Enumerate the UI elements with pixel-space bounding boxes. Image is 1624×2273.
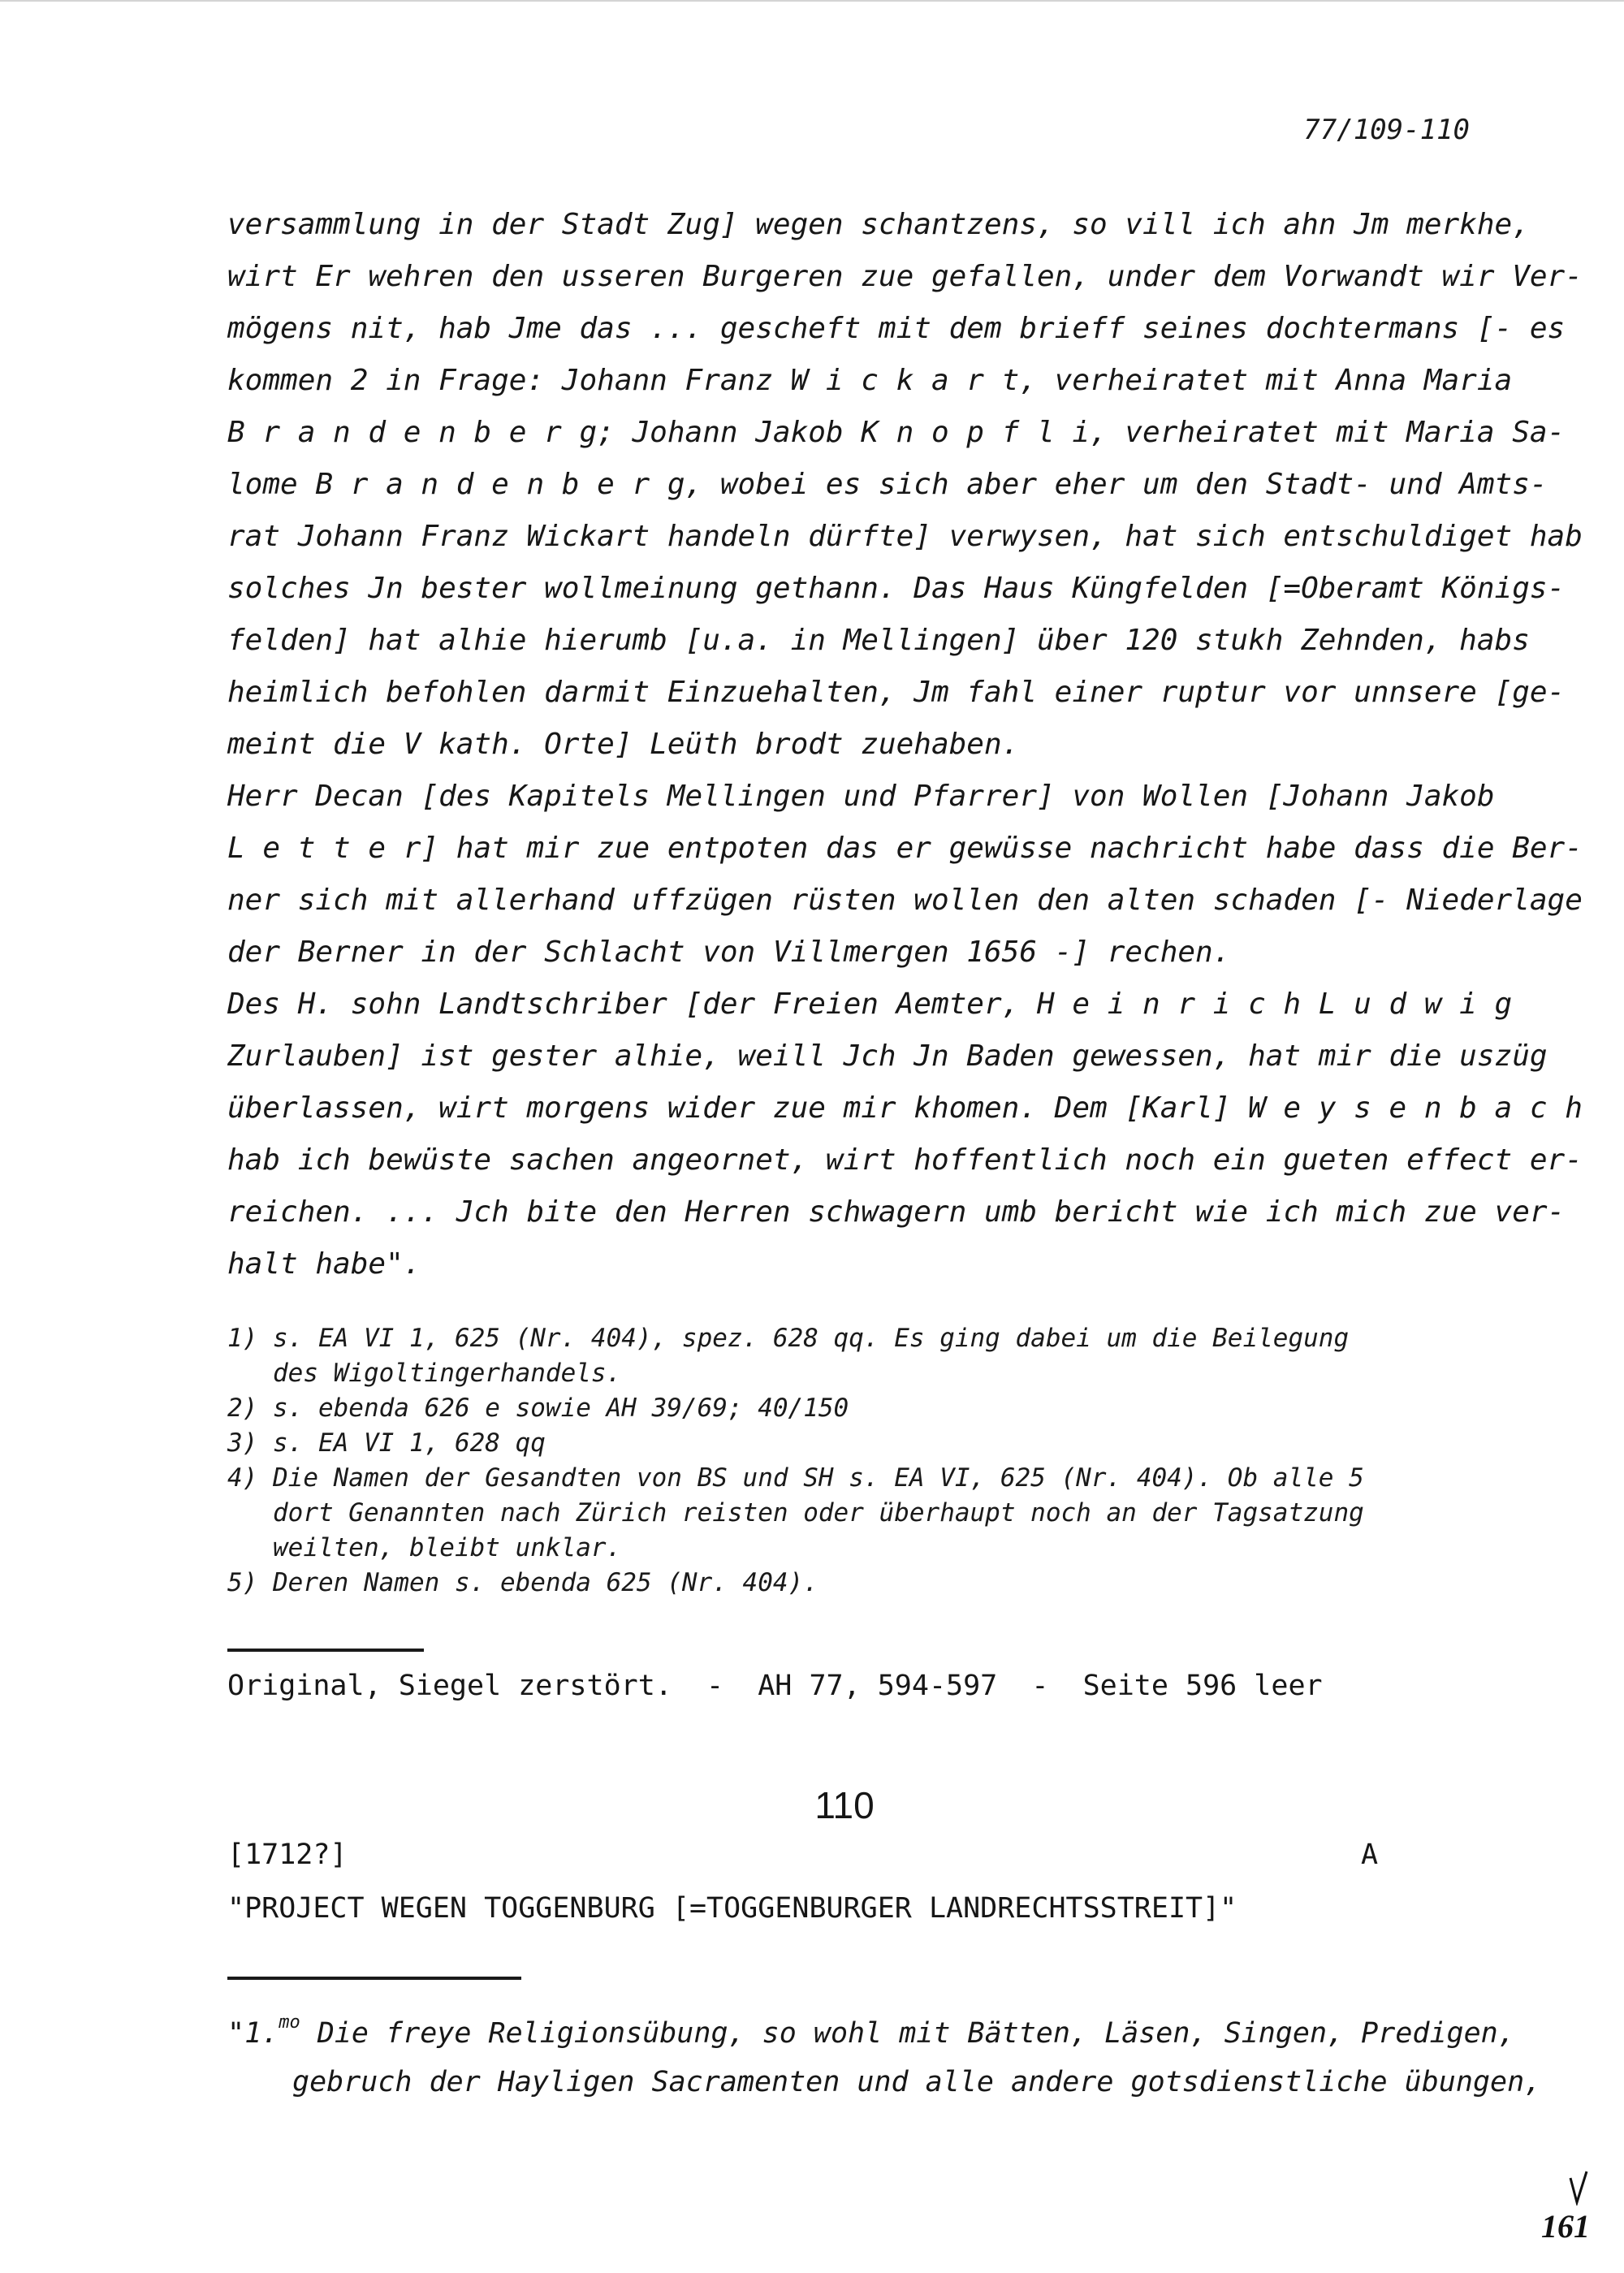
text-line: Herr Decan [des Kapitels Mellingen und Pfarrer] von Wollen [Johann Jakob (227, 780, 1495, 813)
footnote: 3) s. EA VI 1, 628 qq (227, 1428, 546, 1458)
separator-rule (227, 1977, 521, 1980)
text-line: solches Jn bester wollmeinung gethann. Das Haus Küngfelden [=Oberamt Königs- (227, 572, 1566, 605)
document-number: 110 (814, 1784, 875, 1826)
text-line: Des H. sohn Landtschriber [der Freien Aemter, H e i n r i c h L u d w i g (227, 987, 1513, 1021)
text-line: versammlung in der Stadt Zug] wegen schantzens, so vill ich ahn Jm merkhe, (227, 208, 1530, 241)
footnote: 2) s. ebenda 626 e sowie AH 39/69; 40/150 (227, 1394, 849, 1423)
footnote: dort Genannten nach Zürich reisten oder überhaupt noch an der Tagsatzung (227, 1498, 1364, 1528)
item-number: "1. (227, 2017, 279, 2050)
body-line (227, 2012, 1515, 2050)
body-text: Die freye Religionsübung, so wohl mit Bätten, Läsen, Singen, Predigen, (300, 2017, 1515, 2050)
footnote: des Wigoltingerhandels. (227, 1359, 622, 1388)
top-edge-line (0, 0, 1624, 2)
separator-rule (227, 1649, 424, 1652)
document-version: A (1361, 1839, 1379, 1871)
text-line: meint die V kath. Orte] Leüth brodt zuehaben. (227, 728, 1020, 761)
footnote: 5) Deren Namen s. ebenda 625 (Nr. 404). (227, 1568, 818, 1597)
checkmark-icon (1569, 2170, 1588, 2206)
text-line: überlassen, wirt morgens wider zue mir khomen. Dem [Karl] W e y s e n b a c h (227, 1091, 1583, 1125)
body-line: gebruch der Hayligen Sacramenten und alle andere gotsdienstliche übungen, (292, 2066, 1542, 2098)
text-line: Zurlauben] ist gester alhie, weill Jch Jn Baden gewessen, hat mir die uszüg (227, 1039, 1548, 1073)
text-line: ner sich mit allerhand uffzügen rüsten wollen den alten schaden [- Niederlage (227, 884, 1583, 917)
text-line: wirt Er wehren den usseren Burgeren zue gefallen, under dem Vorwandt wir Ver- (227, 260, 1583, 293)
footnote: weilten, bleibt unklar. (227, 1533, 622, 1562)
text-line: halt habe". (227, 1247, 421, 1281)
text-line: der Berner in der Schlacht von Villmergen 1656 -] rechen. (227, 936, 1231, 969)
text-line: mögens nit, hab Jme das ... gescheft mit dem brieff seines dochtermans [- es (227, 312, 1566, 345)
text-line: lome B r a n d e n b e r g, wobei es sich aber eher um den Stadt- und Amts- (227, 468, 1548, 501)
handwritten-mark: 161 (1541, 2208, 1590, 2245)
text-line: reichen. ... Jch bite den Herren schwagern umb bericht wie ich mich zue ver- (227, 1195, 1566, 1229)
document-date: [1712?] (227, 1839, 348, 1871)
item-superscript: mo (279, 2012, 300, 2033)
text-line: B r a n d e n b e r g; Johann Jakob K n o p f l i, verheiratet mit Maria Sa- (227, 416, 1566, 449)
text-line: heimlich befohlen darmit Einzuehalten, Jm fahl einer ruptur vor unnsere [ge- (227, 676, 1566, 709)
source-note: Original, Siegel zerstört. - AH 77, 594-597 - Seite 596 leer (227, 1670, 1323, 1702)
text-line: kommen 2 in Frage: Johann Franz W i c k a r t, verheiratet mit Anna Maria (227, 364, 1513, 397)
document-title: "PROJECT WEGEN TOGGENBURG [=TOGGENBURGER LANDRECHTSSTREIT]" (227, 1892, 1237, 1925)
text-line: L e t t e r] hat mir zue entpoten das er gewüsse nachricht habe dass die Ber- (227, 832, 1583, 865)
text-line: rat Johann Franz Wickart handeln dürfte] verwysen, hat sich entschuldiget hab (227, 520, 1583, 553)
footnote: 1) s. EA VI 1, 625 (Nr. 404), spez. 628 qq. Es ging dabei um die Beilegung (227, 1324, 1350, 1353)
text-line: felden] hat alhie hierumb [u.a. in Mellingen] über 120 stukh Zehnden, habs (227, 624, 1530, 657)
page-reference: 77/109-110 (1303, 114, 1470, 146)
text-line: hab ich bewüste sachen angeornet, wirt hoffentlich noch ein gueten effect er- (227, 1143, 1583, 1177)
footnote: 4) Die Namen der Gesandten von BS und SH s. EA VI, 625 (Nr. 404). Ob alle 5 (227, 1463, 1364, 1493)
